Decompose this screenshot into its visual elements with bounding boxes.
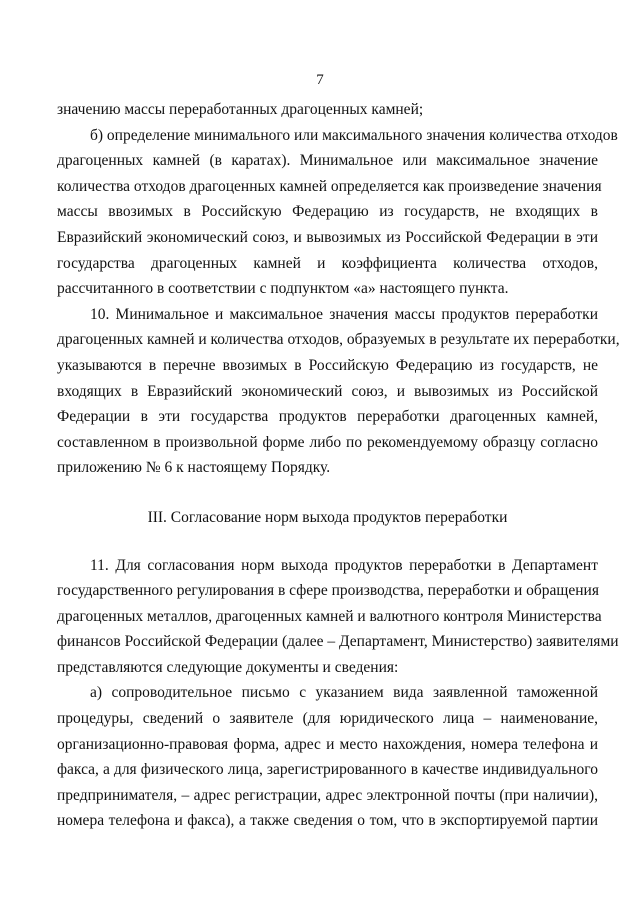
text-line: организационно-правовая форма, адрес и место нахождения, номера телефона и <box>57 735 598 753</box>
text-line: б) определение минимального или максимального значения количества отходов <box>90 126 618 144</box>
paragraph-10 <box>57 302 620 481</box>
text-line: рассчитанного в соответствии с подпунктом «а» настоящего пункта. <box>57 280 509 298</box>
text-line: количества отходов драгоценных камней определяется как произведение значения <box>57 177 602 195</box>
text-line: составленном в произвольной форме либо по рекомендуемому образцу согласно <box>57 433 598 451</box>
section-heading: III. Согласование норм выхода продуктов переработки <box>147 508 508 526</box>
spacer <box>57 531 598 553</box>
text-line: Евразийский экономический союз, и вывозимых из Российской Федерации в эти <box>57 228 598 246</box>
text-line: 10. Минимальное и максимальное значения массы продуктов переработки <box>90 305 598 323</box>
spacer <box>57 481 598 505</box>
text-line: массы ввозимых в Российскую Федерацию из государств, не входящих в <box>57 203 598 221</box>
document-body <box>57 97 620 834</box>
text-line: драгоценных камней и количества отходов, образуемых в результате их переработки, <box>57 331 620 349</box>
text-line: номера телефона и факса), а также сведения о том, что в экспортируемой партии <box>57 812 598 830</box>
text-line: драгоценных металлов, драгоценных камней и валютного контроля Министерства <box>57 607 602 625</box>
paragraph-b <box>57 123 618 302</box>
text-line: а) сопроводительное письмо с указанием вида заявленной таможенной <box>90 684 598 702</box>
page-number: 7 <box>316 72 324 88</box>
text-line: драгоценных камней (в каратах). Минимальное или максимальное значение <box>57 152 598 170</box>
paragraph-11 <box>57 553 619 681</box>
text-line: процедуры, сведений о заявителе (для юридического лица – наименование, <box>57 710 598 728</box>
text-line: представляются следующие документы и сведения: <box>57 658 399 676</box>
text-line: факса, а для физического лица, зарегистрированного в качестве индивидуального <box>57 761 598 779</box>
text-line: входящих в Евразийский экономический союз, и вывозимых из Российской <box>57 382 598 400</box>
text-line: предпринимателя, – адрес регистрации, адрес электронной почты (при наличии), <box>57 786 598 804</box>
text-line: Федерации в эти государства продуктов переработки драгоценных камней, <box>57 408 598 426</box>
text-line: государства драгоценных камней и коэффициента количества отходов, <box>57 254 598 272</box>
text-line: финансов Российской Федерации (далее – Департамент, Министерство) заявителями <box>57 633 619 651</box>
paragraph-a <box>57 680 598 834</box>
text-line: государственного регулирования в сфере производства, переработки и обращения <box>57 582 599 600</box>
text-line: указываются в перечне ввозимых в Российскую Федерацию из государств, не <box>57 356 598 374</box>
text-line: приложению № 6 к настоящему Порядку. <box>57 459 331 477</box>
paragraph-continuation <box>57 97 598 123</box>
text-line: 11. Для согласования норм выхода продуктов переработки в Департамент <box>90 556 598 574</box>
text-line: значению массы переработанных драгоценных камней; <box>57 101 424 118</box>
